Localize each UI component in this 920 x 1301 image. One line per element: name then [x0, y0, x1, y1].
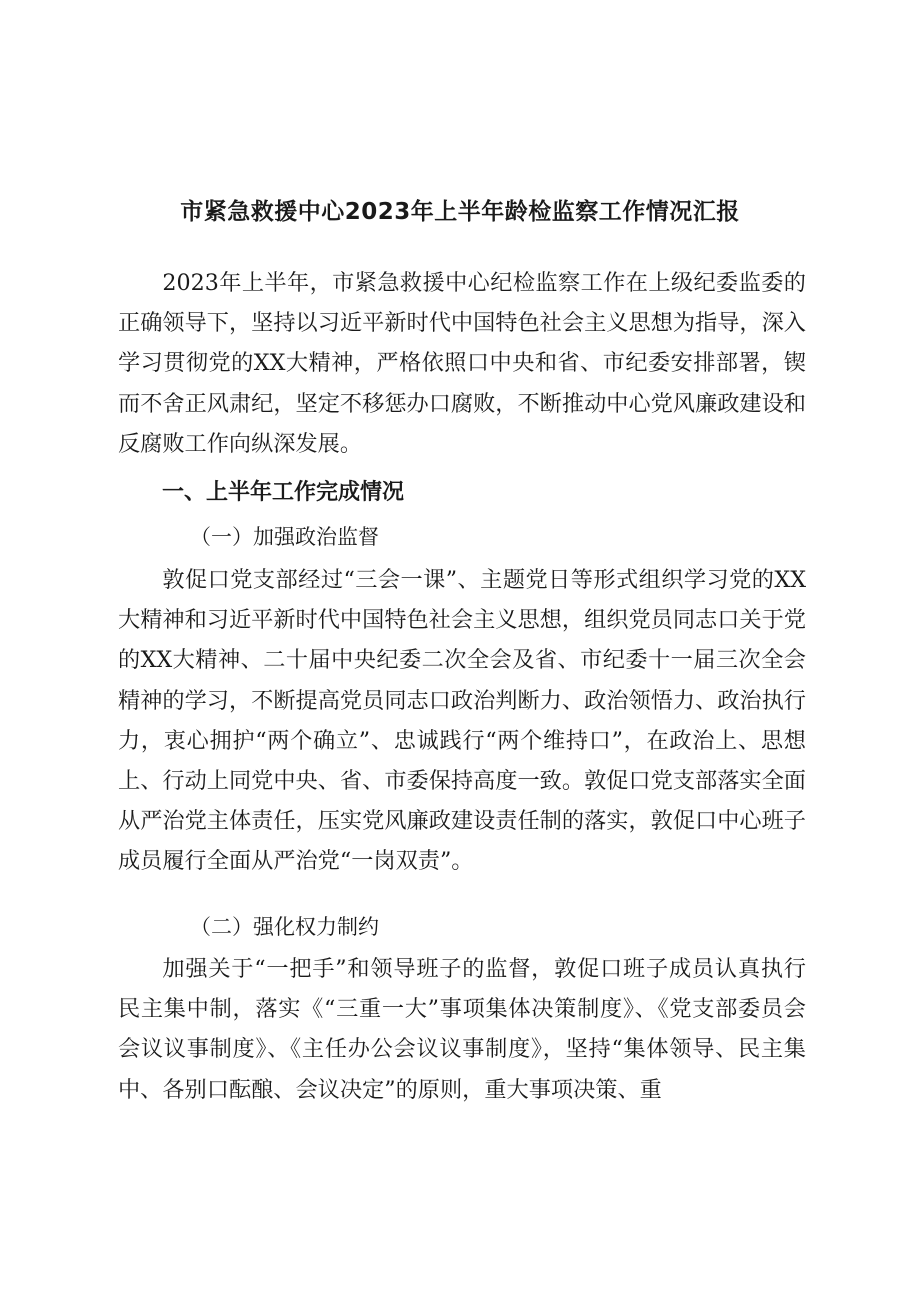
political-supervision-paragraph: 敦促口党支部经过“三会一课”、主题党日等形式组织学习党的XX大精神和习近平新时代中国特色社会主义思想，组织党员同志口关于党的XX大精神、二十届中央纪委二次全会及省、市纪委十一届三次全会精神的学习，不断提高党员同志口政治判断力、政治领悟力、政治执行力，衷心拥护“两个确立”、忠诚践行“两个维持口”，在政治上、思想上、行动上同党中央、省、市委保持高度一致。敦促口党支部落实全面从严治党主体责任，压实党风廉政建设责任制的落实，敦促口中心班子成员履行全面从严治党“一岗双责”。	[118, 567, 806, 875]
document-title: 市紧急救援中心2023年上半年龄检监察工作情况汇报	[180, 199, 740, 225]
power-restriction-paragraph: 加强关于“一把手”和领导班子的监督，敦促口班子成员认真执行民主集中制，落实《“三重一大”事项集体决策制度》、《党支部委员会会议议事制度》、《主任办公会议议事制度》，坚持“集体领导、民主集中、各别口酝酿、会议决定”的原则，重大事项决策、重	[118, 956, 806, 1103]
section-heading: 一、上半年工作完成情况	[162, 480, 405, 505]
subsection-heading-power-restriction: （二）强化权力制约	[190, 915, 379, 939]
intro-paragraph: 2023年上半年，市紧急救援中心纪检监察工作在上级纪委监委的正确领导下，坚持以习近平新时代中国特色社会主义思想为指导，深入学习贯彻党的XX大精神，严格依照口中央和省、市纪委安排部署，锲而不舍正风肃纪，坚定不移惩办口腐败，不断推动中心党风廉政建设和反腐败工作向纵深发展。	[118, 270, 806, 457]
subsection-heading-political-supervision: （一）加强政治监督	[190, 525, 379, 549]
